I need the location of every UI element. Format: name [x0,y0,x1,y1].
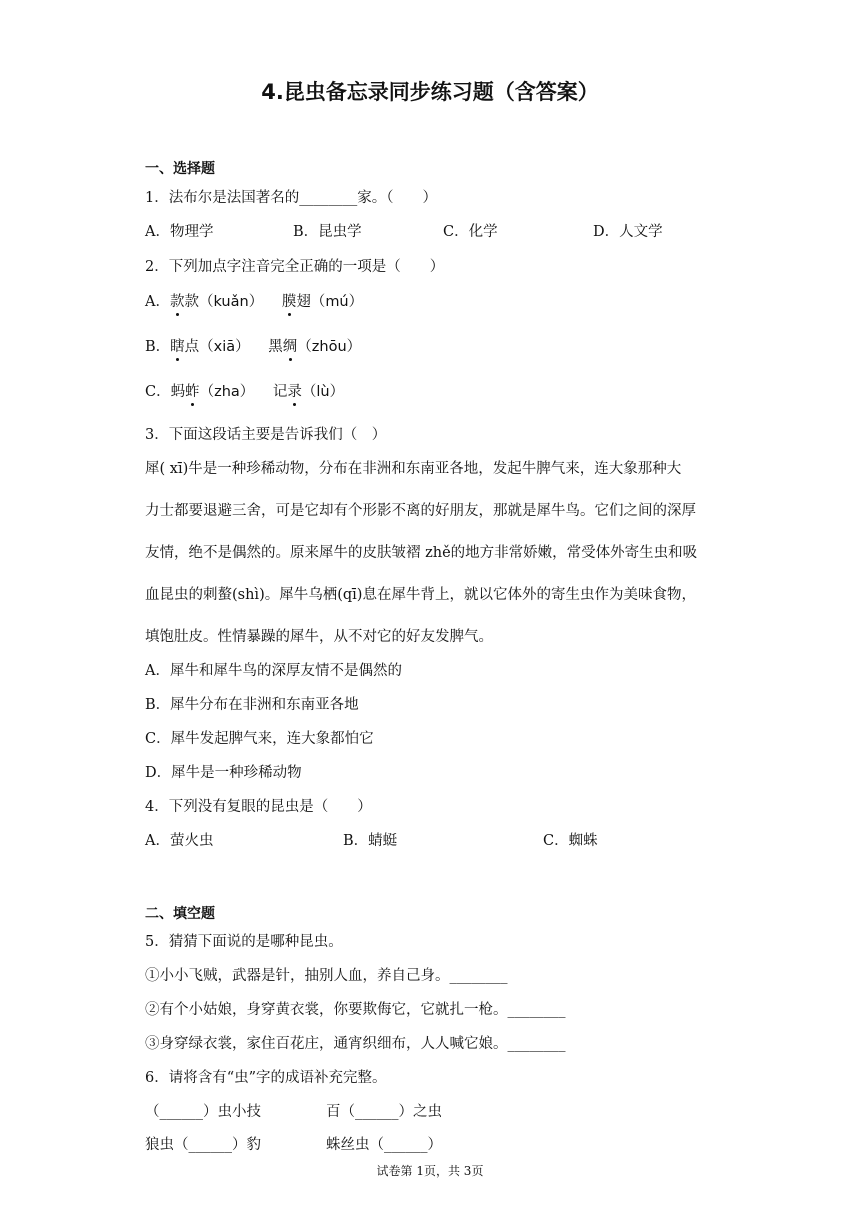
question-4-options [145,829,598,850]
option-c: C．化学 [443,224,498,240]
word-text: 款（ [184,294,214,310]
passage-line: 填饱肚皮。性情暴躁的犀牛，从不对它的好友发脾气。 [145,629,493,645]
passage-line: 友情，绝不是偶然的。原来犀牛的皮肤皱褶 zhě的地方非常娇嫩，常受体外寄生虫和吸 [145,545,698,561]
pinyin: mú [325,294,349,310]
option-label: B． [145,339,171,355]
dotted-char: 瞎 [170,335,185,356]
word-text: 点（ [184,339,214,355]
page-footer: 试卷第 1页，共 3页 [376,1164,484,1178]
question-1-options [145,220,663,241]
dotted-char: 蚱 [185,380,200,401]
question-5-item-1: ①小小飞贼，武器是针，抽别人血，养自己身。________ [145,968,508,984]
dotted-char: 录 [287,380,302,401]
question-6-row-1 [145,1100,442,1121]
section-heading-fill: 二、填空题 [145,906,215,922]
question-3-passage [145,448,717,658]
page-title: 4.昆虫备忘录同步练习题（含答案） [261,80,599,104]
question-6-stem: 6．请将含有“虫”字的成语补充完整。 [145,1070,387,1086]
paren: ） [346,339,362,355]
paren: （ [301,384,317,400]
question-3-option-d: D．犀牛是一种珍稀动物 [145,765,302,781]
word-text: 翅（ [296,294,326,310]
paren: （ [297,339,312,355]
question-5-stem: 5．猜猜下面说的是哪种昆虫。 [145,934,343,950]
question-2-stem: 2．下列加点字注音完全正确的一项是（ ） [145,259,445,275]
idiom-blank: 狼虫（______）豹 [145,1137,261,1153]
idiom-blank: 百（______）之虫 [326,1104,442,1120]
pinyin: xiā [213,339,236,355]
paren: ） [239,384,255,400]
option-a: A．物理学 [145,224,214,240]
word-text: 记 [272,384,288,400]
question-4-stem: 4．下列没有复眼的昆虫是（ ） [145,799,372,815]
idiom-blank: 蛛丝虫（______） [326,1137,442,1153]
pinyin: kuǎn [213,294,249,310]
question-2-option-b [145,335,361,356]
word-text: 黑 [268,339,283,355]
option-label: A． [145,294,170,310]
paren: ） [329,384,345,400]
option-d: D．人文学 [593,224,663,240]
word-text: 蚂 [170,384,186,400]
paren: ） [248,294,264,310]
option-label: C． [145,384,171,400]
passage-line: 力士都要退避三舍，可是它却有个形影不离的好朋友，那就是犀牛鸟。它们之间的深厚 [145,503,696,519]
question-3-stem: 3．下面这段话主要是告诉我们（ ） [145,427,387,443]
question-6-row-2 [145,1133,442,1154]
dotted-char: 绸 [283,335,298,356]
option-b: B．蜻蜓 [343,833,398,849]
option-b: B．昆虫学 [293,224,362,240]
question-3-option-b: B．犀牛分布在非洲和东南亚各地 [145,697,359,713]
pinyin: zha [214,384,240,400]
paren: （ [199,384,215,400]
idiom-blank: （______）虫小技 [145,1104,261,1120]
question-3-option-a: A．犀牛和犀牛鸟的深厚友情不是偶然的 [145,663,402,679]
passage-line: 血昆虫的刺螯(shì)。犀牛乌栖(qī)息在犀牛背上，就以它体外的寄生虫作为美味食物， [145,587,696,603]
question-2-option-c [145,380,344,401]
dotted-char: 款 [170,290,185,311]
question-3-option-c: C．犀牛发起脾气来，连大象都怕它 [145,731,374,747]
passage-line: 犀( xī)牛是一种珍稀动物，分布在非洲和东南亚各地，发起牛脾气来，连大象那种大 [145,461,682,477]
paren: ） [348,294,364,310]
question-2-option-a [145,290,363,311]
dotted-char: 膜 [282,290,297,311]
pinyin: lù [316,384,330,400]
question-5-item-3: ③身穿绿衣裳，家住百花庄，通宵织细布，人人喊它娘。________ [145,1036,566,1052]
question-1-stem: 1．法布尔是法国著名的________家。（ ） [145,190,437,206]
pinyin: zhōu [311,339,347,355]
option-a: A．萤火虫 [145,833,214,849]
section-heading-choice: 一、选择题 [145,161,215,177]
option-c: C．蜘蛛 [543,833,598,849]
question-5-item-2: ②有个小姑娘，身穿黄衣裳，你要欺侮它，它就扎一枪。________ [145,1002,566,1018]
paren: ） [235,339,250,355]
